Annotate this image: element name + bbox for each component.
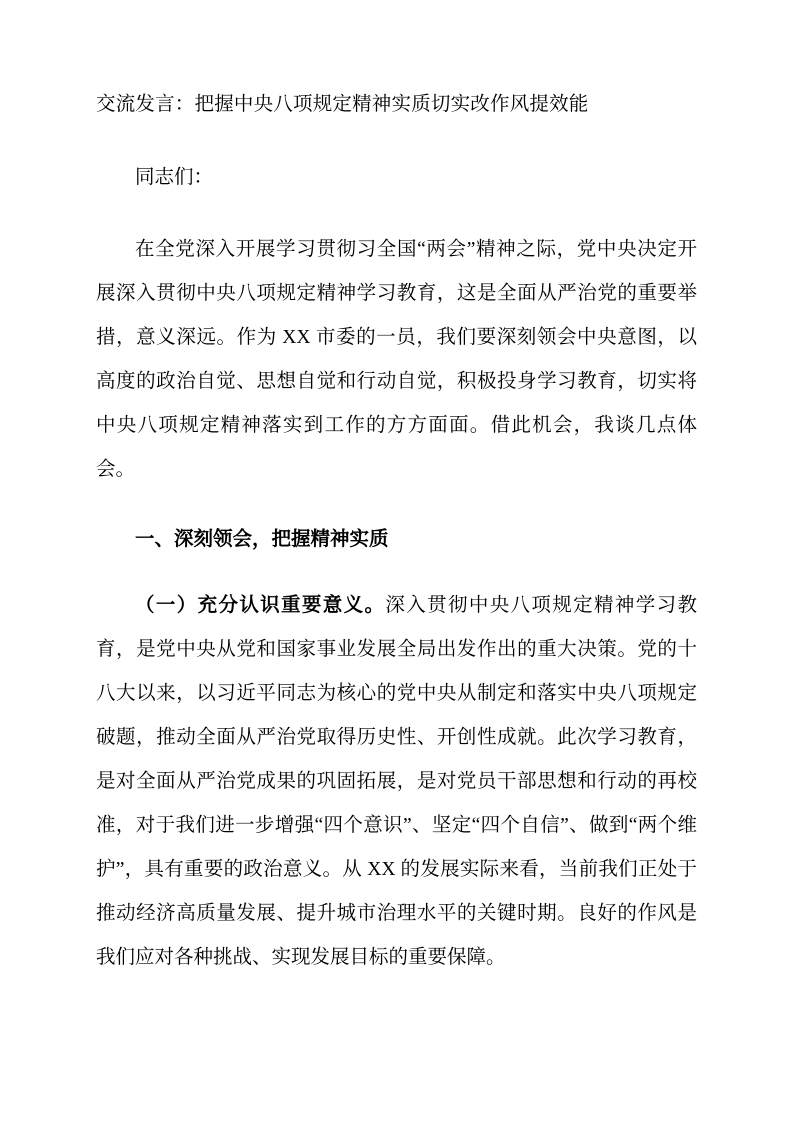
salutation: 同志们： xyxy=(135,167,214,188)
section-heading-1: 一、深刻领会，把握精神实质 xyxy=(135,529,389,550)
page-title: 交流发言：把握中央八项规定精神实质切实改作风提效能 xyxy=(96,94,589,115)
subsection-text-1: 深入贯彻中央八项规定精神学习教育，是党中央从党和国家事业发展全局出发作出的重大决策。党的十八大以来，以习近平同志为核心的党中央从制定和落实中央八项规定破题，推动全面从严治党取得历史性、开创性成就。此次学习教育，是对全面从严治党成果的巩固拓展，是对党员干部思想和行动的再校准，对于我们进一步增强“四个意识”、坚定“四个自信”、做到“两个维护”，具有重要的政治意义。从 XX 的发展实际来看，当前我们正处于推动经济高质量发展、提升城市治理水平的关键时期。良好的作风是我们应对各种挑战、实现发展目标的重要保障。 xyxy=(96,595,697,968)
subsection-lead-1: （一）充分认识重要意义。 xyxy=(135,595,386,616)
paragraph-subsection-1 xyxy=(96,584,697,980)
paragraph-intro: 在全党深入开展学习贯彻习全国“两会”精神之际，党中央决定开展深入贯彻中央八项规定精神学习教育，这是全面从严治党的重要举措，意义深远。作为 XX 市委的一员，我们要深刻领会中央意图，以高度的政治自觉、思想自觉和行动自觉，积极投身学习教育，切实将中央八项规定精神落实到工作的方方面面。借此机会，我谈几点体会。 xyxy=(96,239,697,480)
